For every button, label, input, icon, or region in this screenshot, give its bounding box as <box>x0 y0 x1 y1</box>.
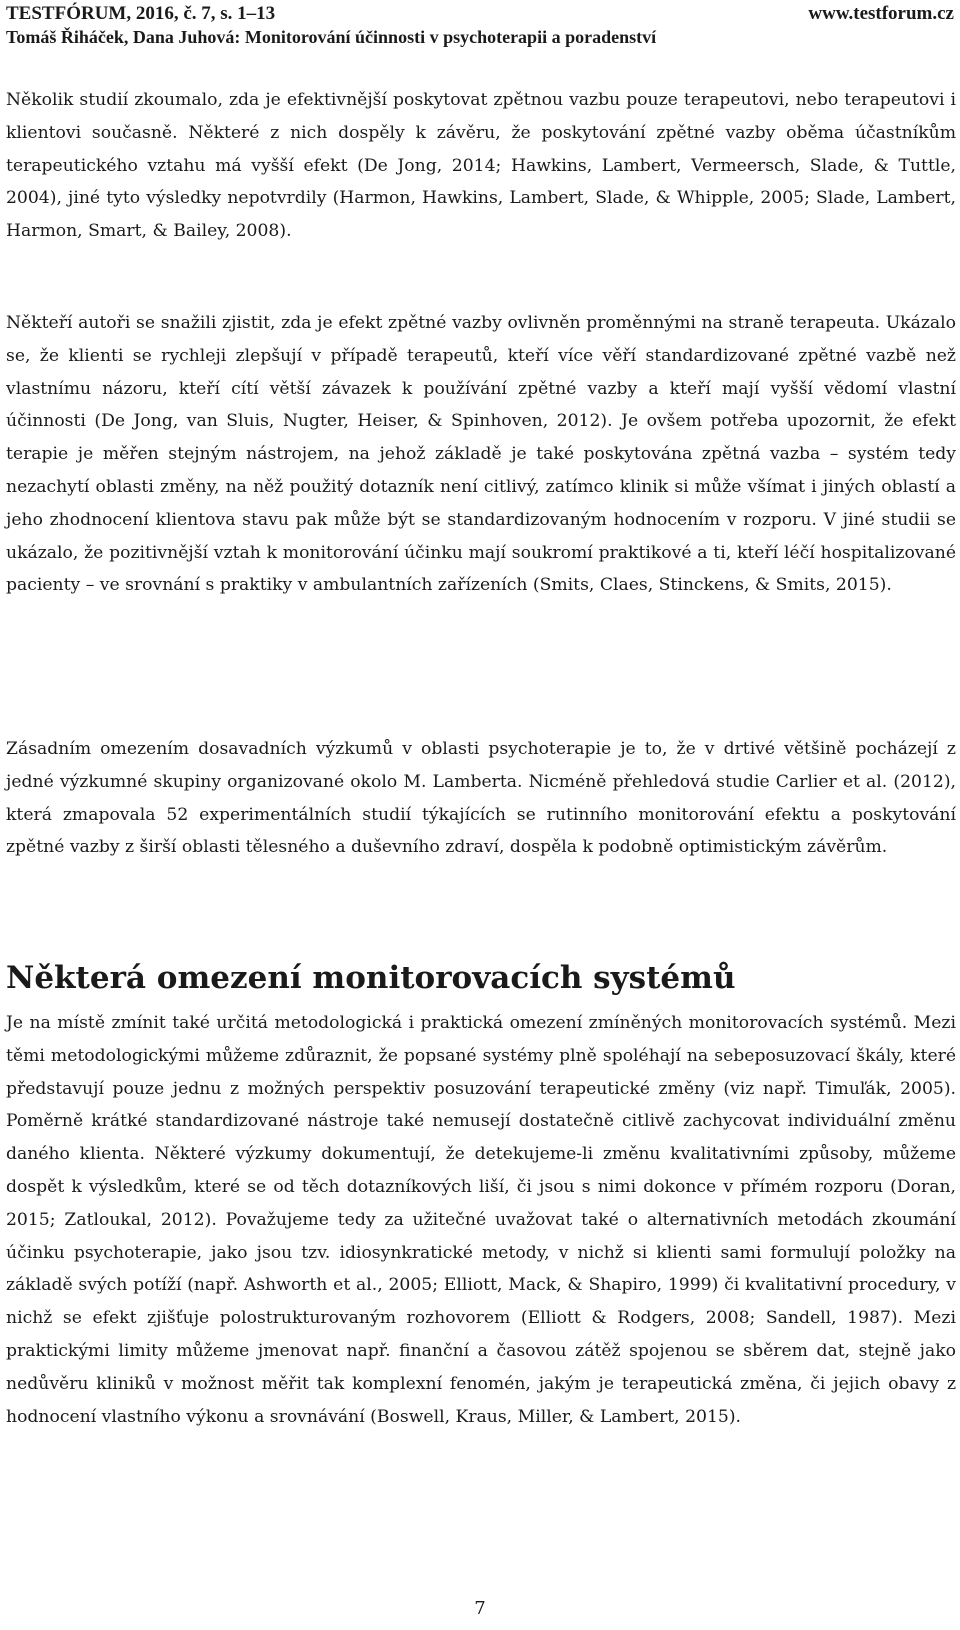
header-top-row <box>6 2 954 26</box>
paragraph-research-limitation: Zásadním omezením dosavadních výzkumů v oblasti psychoterapie je to, že v drtivé většině pocházejí z jedné výzkumné skupiny organizované okolo M. Lamberta. Nicméně přehledová studie Carlier et al. (2012), která zmapovala 52 experimentálních studií týkajících se rutinního monitorování efektu a poskytování zpětné vazby z širší oblasti tělesného a duševního zdraví, dospěla k podobně optimistickým závěrům. <box>6 739 956 858</box>
authors-title: Tomáš Řiháček, Dana Juhová: Monitorování účinnosti v psychoterapii a poradenství <box>6 27 657 47</box>
paragraph-therapist-variables: Někteří autoři se snažili zjistit, zda je efekt zpětné vazby ovlivněn proměnnými na straně terapeuta. Ukázalo se, že klienti se rychleji zlepšují v případě terapeutů, kteří více věří standardizované zpětné vazbě než vlastnímu názoru, kteří cítí větší závazek k používání zpětné vazby a kteří mají vyšší vědomí vlastní účinnosti (De Jong, van Sluis, Nugter, Heiser, & Spinhoven, 2012). Je ovšem potřeba upozornit, že efekt terapie je měřen stejným nástrojem, na jehož základě je také poskytována zpětná vazba – systém tedy nezachytí oblasti změny, na něž použitý dotazník není citlivý, zatímco klinik si může všímat i jiných oblastí a jeho zhodnocení klientova stavu pak může být se standardizovaným hodnocením v rozporu. V jiné studii se ukázalo, že pozitivnější vztah k monitorování účinku mají soukromí praktikové a ti, kteří léčí hospitalizované pacienty – ve srovnání s praktiky v ambulantních zařízeních (Smits, Claes, Stinckens, & Smits, 2015). <box>6 313 956 596</box>
page-number: 7 <box>474 1598 486 1619</box>
paragraph-feedback-recipients: Několik studií zkoumalo, zda je efektivnější poskytovat zpětnou vazbu pouze terapeutovi, nebo terapeutovi i klientovi současně. Některé z nich dospěly k závěru, že poskytování zpětné vazby oběma účastníkům terapeutického vztahu má vyšší efekt (De Jong, 2014; Hawkins, Lambert, Vermeersch, Slade, & Tuttle, 2004), jiné tyto výsledky nepotvrdily (Harmon, Hawkins, Lambert, Slade, & Whipple, 2005; Slade, Lambert, Harmon, Smart, & Bailey, 2008). <box>6 90 956 242</box>
running-header <box>6 2 954 48</box>
section-heading: Některá omezení monitorovacích systémů <box>6 960 736 996</box>
journal-citation: TESTFÓRUM, 2016, č. 7, s. 1–13 <box>6 3 276 24</box>
paragraph-system-limitations: Je na místě zmínit také určitá metodologická i praktická omezení zmíněných monitorovacích systémů. Mezi těmi metodologickými můžeme zdůraznit, že popsané systémy plně spoléhají na sebeposuzovací škály, které představují pouze jednu z možných perspektiv posuzování terapeutické změny (viz např. Timuľák, 2005). Poměrně krátké standardizované nástroje také nemusejí dostatečně citlivě zachycovat individuální změnu daného klienta. Některé výzkumy dokumentují, že detekujeme-li změnu kvalitativními způsoby, můžeme dospět k výsledkům, které se od těch dotazníkových liší, či jsou s nimi dokonce v přímém rozporu (Doran, 2015; Zatloukal, 2012). Považujeme tedy za užitečné uvažovat také o alternativních metodách zkoumání účinku psychoterapie, jako jsou tzv. idiosynkratické metody, v nichž si klienti sami formulují položky na základě svých potíží (např. Ashworth et al., 2005; Elliott, Mack, & Shapiro, 1999) či kvalitativní procedury, v nichž se efekt zjišťuje polostrukturovaným rozhovorem (Elliott & Rodgers, 2008; Sandell, 1987). Mezi praktickými limity můžeme jmenovat např. finanční a časovou zátěž spojenou se sběrem dat, stejně jako nedůvěru kliniků v možnost měřit tak komplexní fenomén, jakým je terapeutická změna, či jejich obavy z hodnocení vlastního výkonu a srovnávání (Boswell, Kraus, Miller, & Lambert, 2015). <box>6 1013 956 1427</box>
journal-url: www.testforum.cz <box>808 3 954 24</box>
